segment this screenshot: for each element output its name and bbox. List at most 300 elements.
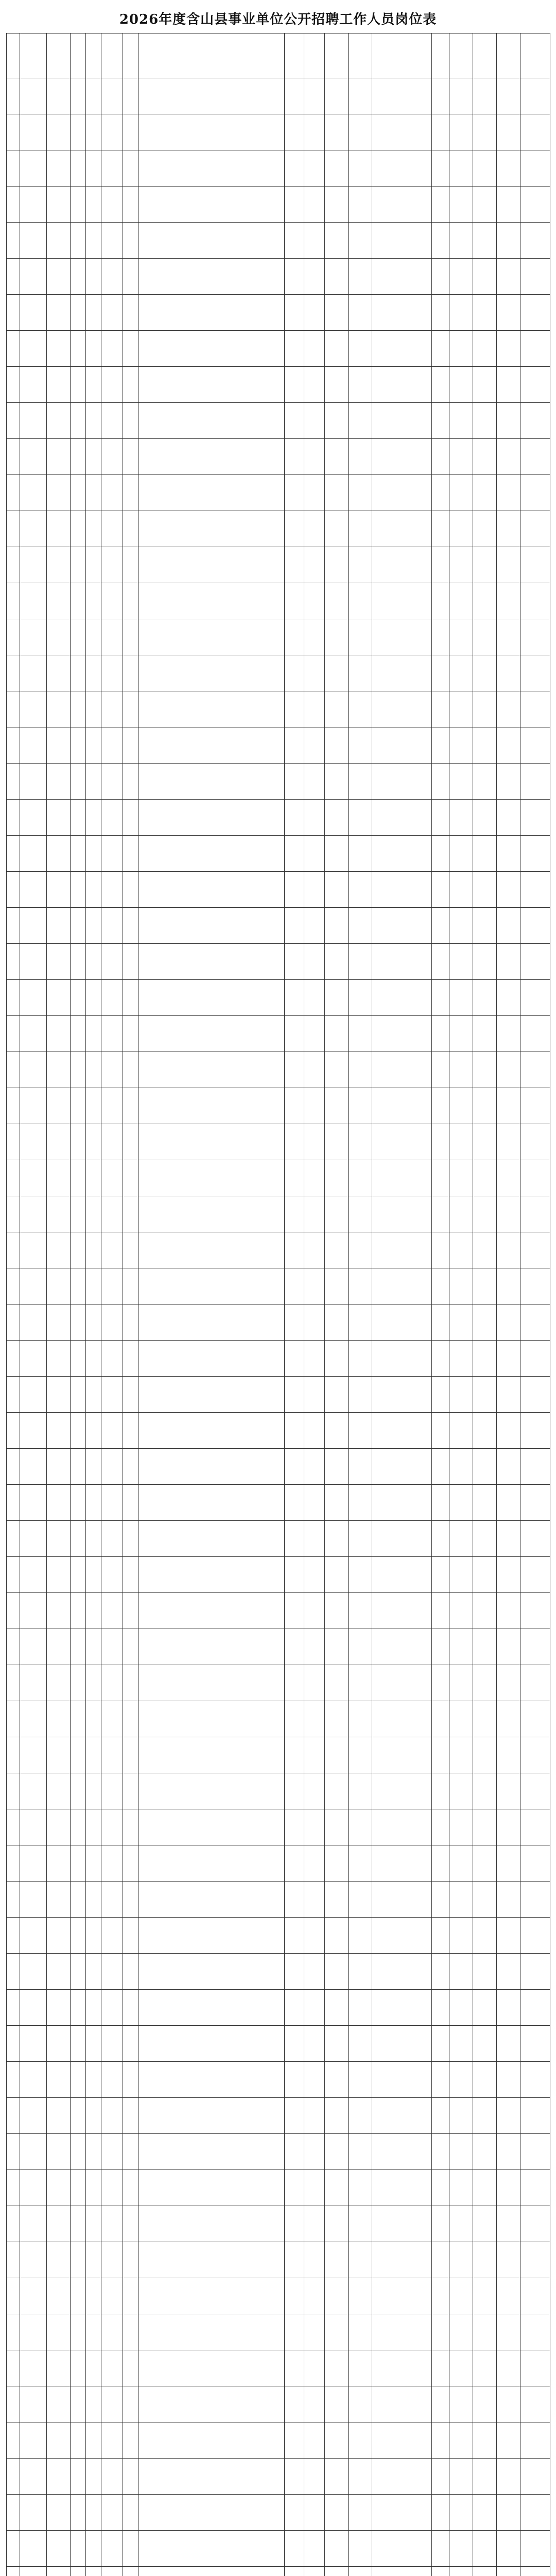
table-cell <box>101 367 123 403</box>
table-cell <box>20 2242 47 2278</box>
table-cell <box>325 2062 349 2098</box>
table-cell <box>285 727 304 764</box>
table-cell <box>71 1160 86 1196</box>
table-cell <box>7 908 20 944</box>
table-cell <box>123 836 138 872</box>
table-cell <box>473 944 497 980</box>
table-cell <box>497 2134 520 2170</box>
table-cell <box>285 331 304 367</box>
table-cell <box>138 1449 285 1485</box>
table-row <box>7 439 550 475</box>
table-cell <box>372 511 432 547</box>
table-cell <box>449 1629 473 1665</box>
table-cell <box>123 1557 138 1593</box>
table-cell <box>20 78 47 114</box>
table-cell <box>325 2314 349 2350</box>
table-cell <box>138 872 285 908</box>
table-cell <box>123 980 138 1016</box>
table-cell <box>520 764 550 800</box>
table-cell <box>20 1304 47 1341</box>
table-cell <box>473 691 497 727</box>
table-cell <box>497 547 520 583</box>
table-cell <box>7 2386 20 2422</box>
table-cell <box>138 2531 285 2567</box>
table-cell <box>101 1377 123 1413</box>
table-cell <box>138 1485 285 1521</box>
table-cell <box>47 2495 71 2531</box>
table-row <box>7 1521 550 1557</box>
table-row <box>7 1088 550 1124</box>
table-cell <box>432 727 449 764</box>
table-cell <box>432 872 449 908</box>
table-cell <box>372 1268 432 1304</box>
table-row <box>7 1809 550 1845</box>
table-cell <box>123 2386 138 2422</box>
table-cell <box>449 2278 473 2314</box>
table-cell <box>86 1990 101 2026</box>
table-cell <box>520 2386 550 2422</box>
table-row <box>7 2567 550 2576</box>
table-cell <box>101 619 123 655</box>
table-cell <box>47 295 71 331</box>
table-cell <box>497 1052 520 1088</box>
table-cell <box>349 583 372 619</box>
table-cell <box>71 1557 86 1593</box>
table-cell <box>325 1593 349 1629</box>
table-cell <box>101 800 123 836</box>
table-cell <box>432 547 449 583</box>
table-cell <box>520 1449 550 1485</box>
table-cell <box>372 2098 432 2134</box>
table-cell <box>304 2459 325 2495</box>
table-cell <box>138 1773 285 1809</box>
table-cell <box>86 655 101 691</box>
table-cell <box>138 367 285 403</box>
table-cell <box>123 2350 138 2386</box>
table-cell <box>349 2459 372 2495</box>
table-cell <box>372 2242 432 2278</box>
table-cell <box>497 980 520 1016</box>
table-cell <box>325 1413 349 1449</box>
table-row <box>7 114 550 150</box>
table-cell <box>520 439 550 475</box>
table-cell <box>325 2386 349 2422</box>
table-cell <box>497 2350 520 2386</box>
table-cell <box>325 2026 349 2062</box>
table-cell <box>325 1304 349 1341</box>
table-cell <box>449 78 473 114</box>
table-cell <box>349 1341 372 1377</box>
table-cell <box>473 2278 497 2314</box>
table-cell <box>520 2134 550 2170</box>
table-cell <box>20 1377 47 1413</box>
table-cell <box>47 1665 71 1701</box>
table-cell <box>432 1557 449 1593</box>
table-cell <box>497 2459 520 2495</box>
table-cell <box>372 1701 432 1737</box>
table-cell <box>325 1160 349 1196</box>
table-cell <box>71 1954 86 1990</box>
table-cell <box>101 1449 123 1485</box>
table-cell <box>432 2062 449 2098</box>
table-cell <box>372 1088 432 1124</box>
table-row <box>7 511 550 547</box>
table-cell <box>47 439 71 475</box>
table-cell <box>285 908 304 944</box>
table-cell <box>86 872 101 908</box>
table-cell <box>47 1088 71 1124</box>
table-cell <box>325 1629 349 1665</box>
table-cell <box>7 114 20 150</box>
table-cell <box>473 908 497 944</box>
table-cell <box>449 367 473 403</box>
table-cell <box>520 2026 550 2062</box>
table-cell <box>138 1557 285 1593</box>
table-cell <box>20 1268 47 1304</box>
table-cell <box>71 764 86 800</box>
table-cell <box>520 2459 550 2495</box>
table-cell <box>7 367 20 403</box>
table-cell <box>7 2026 20 2062</box>
table-cell <box>71 1232 86 1268</box>
table-cell <box>86 1737 101 1773</box>
table-cell <box>86 836 101 872</box>
table-cell <box>285 1665 304 1701</box>
table-cell <box>71 2170 86 2206</box>
table-cell <box>325 1918 349 1954</box>
table-cell <box>138 2098 285 2134</box>
table-cell <box>285 223 304 259</box>
table-cell <box>325 547 349 583</box>
table-row <box>7 1485 550 1521</box>
table-cell <box>71 2459 86 2495</box>
table-cell <box>304 1124 325 1160</box>
table-cell <box>285 2386 304 2422</box>
table-cell <box>86 2026 101 2062</box>
table-cell <box>71 2206 86 2242</box>
table-cell <box>20 2278 47 2314</box>
table-cell <box>138 655 285 691</box>
table-row <box>7 2134 550 2170</box>
table-cell <box>325 223 349 259</box>
table-cell <box>304 1809 325 1845</box>
table-cell <box>123 1377 138 1413</box>
table-cell <box>325 187 349 223</box>
table-cell <box>449 980 473 1016</box>
table-cell <box>304 150 325 187</box>
table-cell <box>304 2242 325 2278</box>
table-cell <box>71 1341 86 1377</box>
table-cell <box>325 1737 349 1773</box>
table-cell <box>449 475 473 511</box>
table-cell <box>372 367 432 403</box>
table-cell <box>47 2134 71 2170</box>
table-cell <box>325 2170 349 2206</box>
table-cell <box>285 944 304 980</box>
table-cell <box>123 1232 138 1268</box>
table-cell <box>449 1232 473 1268</box>
table-cell <box>372 764 432 800</box>
table-cell <box>71 1809 86 1845</box>
table-cell <box>449 295 473 331</box>
table-cell <box>449 2495 473 2531</box>
table-cell <box>20 691 47 727</box>
table-cell <box>520 1485 550 1521</box>
table-cell <box>473 764 497 800</box>
table-cell <box>349 403 372 439</box>
table-cell <box>47 1990 71 2026</box>
table-cell <box>123 727 138 764</box>
table-cell <box>285 583 304 619</box>
table-cell <box>304 1268 325 1304</box>
table-cell <box>473 259 497 295</box>
table-cell <box>71 1485 86 1521</box>
table-cell <box>123 872 138 908</box>
table-cell <box>47 1196 71 1232</box>
table-cell <box>520 619 550 655</box>
table-cell <box>449 439 473 475</box>
table-cell <box>285 1918 304 1954</box>
table-cell <box>432 1232 449 1268</box>
table-cell <box>71 2242 86 2278</box>
table-cell <box>123 1196 138 1232</box>
table-cell <box>432 655 449 691</box>
table-cell <box>449 150 473 187</box>
table-cell <box>372 2170 432 2206</box>
table-cell <box>325 872 349 908</box>
table-cell <box>325 908 349 944</box>
table-cell <box>47 655 71 691</box>
table-cell <box>86 78 101 114</box>
table-cell <box>325 764 349 800</box>
table-cell <box>47 1413 71 1449</box>
table-cell <box>520 1088 550 1124</box>
table-cell <box>432 1990 449 2026</box>
table-cell <box>285 2206 304 2242</box>
table-cell <box>473 295 497 331</box>
table-cell <box>138 1160 285 1196</box>
table-cell <box>7 872 20 908</box>
table-cell <box>497 1449 520 1485</box>
table-cell <box>372 908 432 944</box>
table-cell <box>101 1196 123 1232</box>
table-cell <box>497 764 520 800</box>
table-cell <box>123 1990 138 2026</box>
table-cell <box>20 1557 47 1593</box>
table-cell <box>20 2206 47 2242</box>
table-row <box>7 944 550 980</box>
table-row <box>7 187 550 223</box>
table-cell <box>47 150 71 187</box>
table-cell <box>520 872 550 908</box>
table-cell <box>20 1160 47 1196</box>
table-cell <box>71 2062 86 2098</box>
table-cell <box>520 2206 550 2242</box>
table-cell <box>497 872 520 908</box>
table-cell <box>123 2062 138 2098</box>
table-cell <box>101 1521 123 1557</box>
table-cell <box>285 295 304 331</box>
table-cell <box>47 2459 71 2495</box>
table-cell <box>473 1809 497 1845</box>
table-cell <box>449 2531 473 2567</box>
table-cell <box>86 2422 101 2459</box>
table-cell <box>7 1449 20 1485</box>
table-cell <box>20 2386 47 2422</box>
table-cell <box>432 150 449 187</box>
table-cell <box>372 1341 432 1377</box>
table-cell <box>86 1124 101 1160</box>
table-cell <box>86 403 101 439</box>
table-cell <box>372 295 432 331</box>
table-cell <box>520 1737 550 1773</box>
table-cell <box>123 2242 138 2278</box>
table-cell <box>47 872 71 908</box>
table-cell <box>449 1773 473 1809</box>
table-cell <box>86 1701 101 1737</box>
table-cell <box>473 1124 497 1160</box>
table-cell <box>304 2026 325 2062</box>
table-cell <box>473 872 497 908</box>
table-cell <box>449 1449 473 1485</box>
table-cell <box>101 475 123 511</box>
table-cell <box>285 800 304 836</box>
table-cell <box>20 2026 47 2062</box>
table-cell <box>449 1341 473 1377</box>
table-cell <box>20 944 47 980</box>
table-cell <box>101 1882 123 1918</box>
table-cell <box>285 2062 304 2098</box>
table-cell <box>101 1773 123 1809</box>
table-cell <box>20 800 47 836</box>
table-cell <box>304 1304 325 1341</box>
table-cell <box>432 223 449 259</box>
table-cell <box>349 2134 372 2170</box>
table-cell <box>304 511 325 547</box>
table-cell <box>432 475 449 511</box>
table-cell <box>497 1485 520 1521</box>
table-cell <box>138 114 285 150</box>
table-cell <box>86 475 101 511</box>
table-cell <box>101 1232 123 1268</box>
table-cell <box>101 655 123 691</box>
table-cell <box>432 2531 449 2567</box>
table-cell <box>123 1160 138 1196</box>
table-cell <box>7 295 20 331</box>
table-cell <box>71 2134 86 2170</box>
table-cell <box>432 1413 449 1449</box>
table-cell <box>138 187 285 223</box>
table-cell <box>304 1016 325 1052</box>
table-cell <box>372 2350 432 2386</box>
table-cell <box>123 150 138 187</box>
table-cell <box>325 2098 349 2134</box>
table-cell <box>138 1124 285 1160</box>
table-cell <box>285 1485 304 1521</box>
table-cell <box>372 2026 432 2062</box>
table-cell <box>497 114 520 150</box>
table-cell <box>325 1557 349 1593</box>
table-cell <box>71 2386 86 2422</box>
table-cell <box>432 2495 449 2531</box>
table-cell <box>497 331 520 367</box>
table-cell <box>20 1521 47 1557</box>
table-cell <box>7 1377 20 1413</box>
table-cell <box>71 1268 86 1304</box>
table-cell <box>285 2278 304 2314</box>
table-cell <box>497 1088 520 1124</box>
table-cell <box>372 223 432 259</box>
table-cell <box>86 583 101 619</box>
table-cell <box>138 1809 285 1845</box>
table-cell <box>285 980 304 1016</box>
table-cell <box>432 439 449 475</box>
table-cell <box>285 150 304 187</box>
table-cell <box>497 1882 520 1918</box>
table-cell <box>473 836 497 872</box>
table-cell <box>123 1593 138 1629</box>
table-cell <box>47 1232 71 1268</box>
table-cell <box>497 1557 520 1593</box>
table-cell <box>473 2026 497 2062</box>
table-cell <box>304 908 325 944</box>
table-cell <box>520 150 550 187</box>
table-cell <box>285 78 304 114</box>
table-cell <box>20 764 47 800</box>
table-cell <box>520 908 550 944</box>
table-cell <box>138 764 285 800</box>
table-cell <box>449 1124 473 1160</box>
table-cell <box>138 2026 285 2062</box>
table-cell <box>473 1377 497 1413</box>
table-cell <box>372 259 432 295</box>
table-cell <box>7 1809 20 1845</box>
table-cell <box>473 1665 497 1701</box>
table-cell <box>123 2531 138 2567</box>
table-cell <box>47 583 71 619</box>
table-cell <box>47 1160 71 1196</box>
table-cell <box>497 2495 520 2531</box>
table-cell <box>372 114 432 150</box>
table-cell <box>449 1196 473 1232</box>
table-cell <box>473 727 497 764</box>
table-cell <box>138 2206 285 2242</box>
table-cell <box>304 727 325 764</box>
table-cell <box>304 2386 325 2422</box>
table-cell <box>7 1557 20 1593</box>
table-cell <box>71 980 86 1016</box>
table-cell <box>372 1016 432 1052</box>
table-cell <box>372 1521 432 1557</box>
table-cell <box>71 439 86 475</box>
table-cell <box>20 980 47 1016</box>
table-cell <box>123 1629 138 1665</box>
table-row <box>7 1232 550 1268</box>
table-cell <box>497 1809 520 1845</box>
table-cell <box>304 1665 325 1701</box>
table-cell <box>285 1449 304 1485</box>
table-cell <box>47 836 71 872</box>
table-cell <box>123 114 138 150</box>
table-cell <box>285 655 304 691</box>
table-cell <box>325 1845 349 1882</box>
table-cell <box>325 1882 349 1918</box>
table-cell <box>138 1701 285 1737</box>
table-cell <box>325 2242 349 2278</box>
table-row <box>7 655 550 691</box>
table-cell <box>123 583 138 619</box>
table-cell <box>86 1557 101 1593</box>
